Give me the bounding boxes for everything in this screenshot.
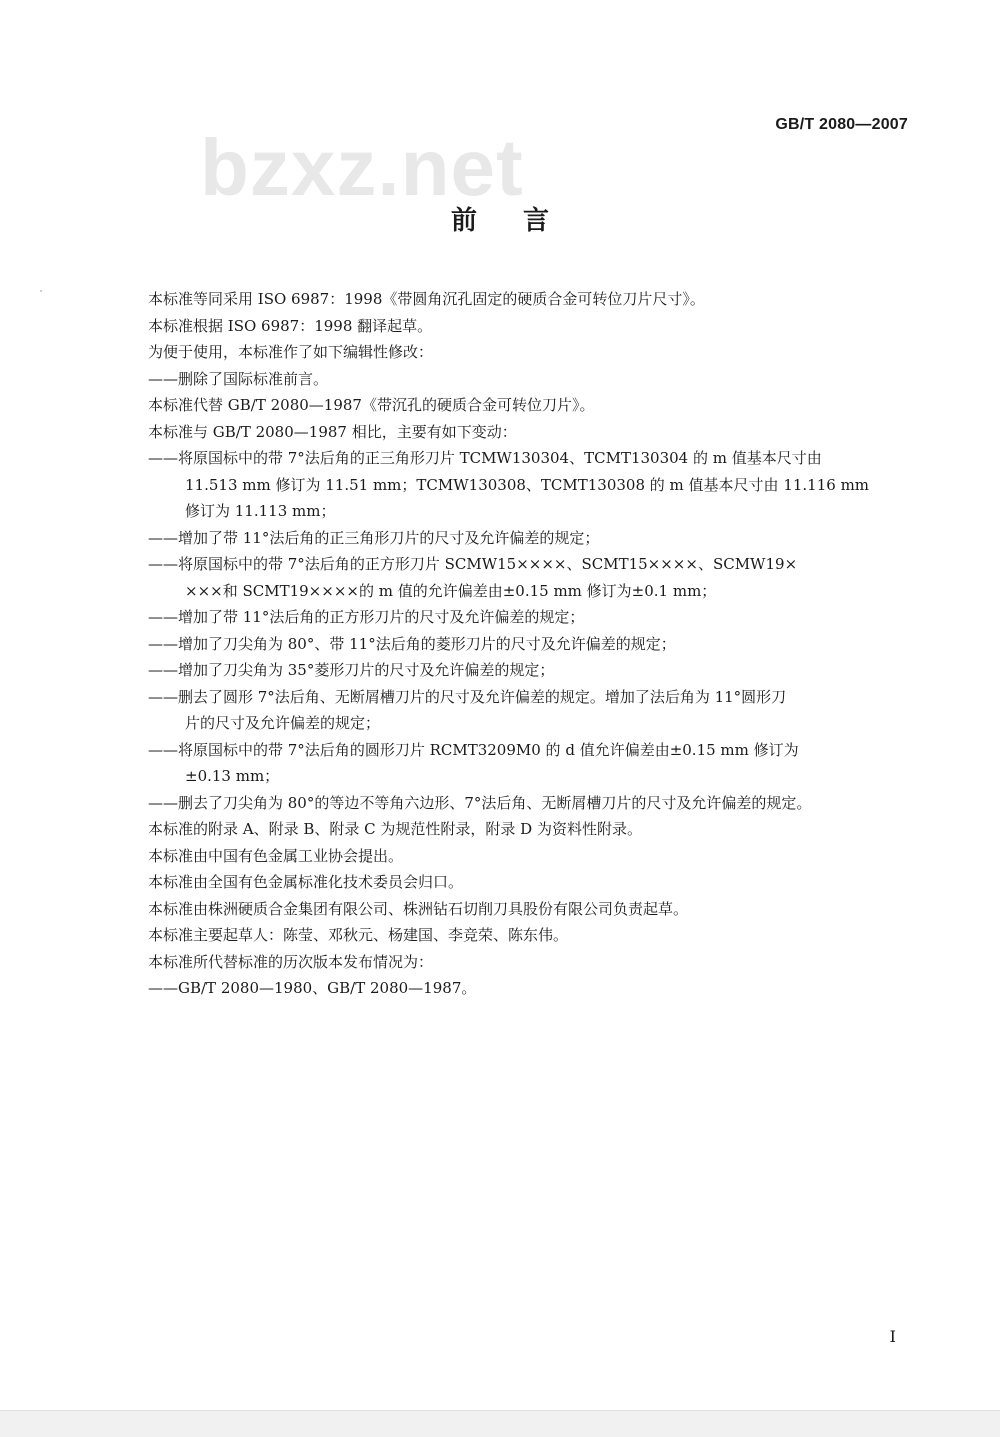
paragraph: 本标准主要起草人：陈莹、邓秋元、杨建国、李竞荣、陈东伟。 [148, 926, 569, 944]
title-char-1: 前 [450, 206, 477, 236]
paragraph: 本标准代替 GB/T 2080—1987《带沉孔的硬质合金可转位刀片》。 [148, 396, 595, 414]
paragraph: 本标准与 GB/T 2080—1987 相比，主要有如下变动： [148, 422, 517, 441]
list-item-continuation: 修订为 11.113 mm； [185, 502, 336, 520]
list-item: ——将原国标中的带 7°法后角的正三角形刀片 TCMW130304、TCMT130304 的 m 值基本尺寸由 [148, 449, 822, 467]
viewer-bottom-edge [0, 1410, 1000, 1437]
list-item: ——将原国标中的带 7°法后角的正方形刀片 SCMW15××××、SCMT15××××、SCMW19× [148, 555, 798, 573]
page-title [0, 200, 1000, 237]
list-item-continuation: 11.513 mm 修订为 11.51 mm；TCMW130308、TCMT130308 的 m 值基本尺寸由 11.116 mm [185, 475, 870, 494]
paragraph: 本标准由株洲硬质合金集团有限公司、株洲钻石切削刀具股份有限公司负责起草。 [148, 899, 689, 918]
scan-artifact [40, 290, 42, 292]
foreword-body [148, 286, 910, 1002]
list-item-continuation: ±0.13 mm； [185, 767, 280, 785]
list-item: ——增加了带 11°法后角的正方形刀片的尺寸及允许偏差的规定； [148, 608, 585, 626]
page-number: I [889, 1327, 896, 1346]
watermark-text: bzxz.net [200, 123, 524, 212]
paragraph: 本标准由全国有色金属标准化技术委员会归口。 [148, 873, 464, 891]
paragraph: 本标准等同采用 ISO 6987：1998《带圆角沉孔固定的硬质合金可转位刀片尺寸》。 [148, 290, 705, 308]
title-char-2: 言 [523, 206, 550, 236]
list-item: ——删去了刀尖角为 80°的等边不等角六边形、7°法后角、无断屑槽刀片的尺寸及允许偏差的规定。 [148, 793, 812, 812]
list-item-continuation: 片的尺寸及允许偏差的规定； [185, 714, 381, 732]
standard-number: GB/T 2080—2007 [775, 116, 908, 133]
list-item: ——GB/T 2080—1980、GB/T 2080—1987。 [148, 979, 477, 997]
list-item: ——将原国标中的带 7°法后角的圆形刀片 RCMT3209M0 的 d 值允许偏差由±0.15 mm 修订为 [148, 740, 799, 759]
list-item: ——增加了刀尖角为 80°、带 11°法后角的菱形刀片的尺寸及允许偏差的规定； [148, 634, 676, 653]
paragraph: 为便于使用，本标准作了如下编辑性修改： [148, 343, 434, 361]
list-item: ——删去了圆形 7°法后角、无断屑槽刀片的尺寸及允许偏差的规定。增加了法后角为 11°圆形刀 [148, 687, 787, 706]
list-item-continuation: ×××和 SCMT19××××的 m 值的允许偏差由±0.15 mm 修订为±0.1 mm； [185, 581, 717, 600]
paragraph: 本标准所代替标准的历次版本发布情况为： [148, 952, 434, 971]
list-item: ——增加了刀尖角为 35°菱形刀片的尺寸及允许偏差的规定； [148, 661, 555, 679]
paragraph: 本标准根据 ISO 6987：1998 翻译起草。 [148, 316, 433, 335]
paragraph: 本标准的附录 A、附录 B、附录 C 为规范性附录，附录 D 为资料性附录。 [148, 820, 642, 838]
paragraph: 本标准由中国有色金属工业协会提出。 [148, 846, 404, 865]
list-item: ——增加了带 11°法后角的正三角形刀片的尺寸及允许偏差的规定； [148, 528, 600, 547]
list-item: ——删除了国际标准前言。 [148, 369, 329, 388]
